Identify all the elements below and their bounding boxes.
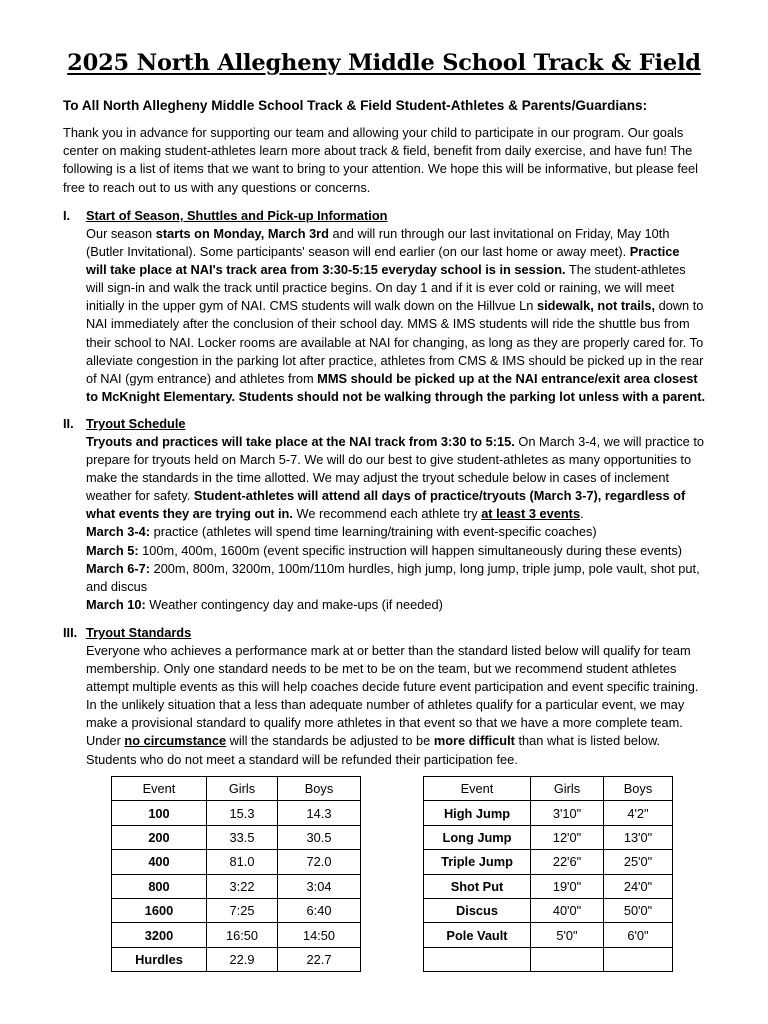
body-text: than what is listed below.: [514, 733, 661, 749]
body-text: .: [580, 506, 584, 522]
section-heading: Tryout Schedule: [86, 416, 186, 431]
standard-cell: 30.5: [278, 825, 361, 849]
standard-cell: 72.0: [278, 850, 361, 874]
section-line: [86, 678, 731, 696]
table-row: [424, 898, 673, 922]
bold-text: what events they are trying out in.: [86, 506, 293, 522]
body-text: NAI immediately after the conclusion of their school day. MMS & IMS students will ride the shuttle bus from: [86, 316, 690, 332]
event-cell: High Jump: [424, 801, 531, 825]
body-text: 100m, 400m, 1600m (event specific instruction will happen simultaneously during these events): [138, 542, 683, 558]
standards-table-running: [111, 776, 361, 972]
standard-cell: 6:40: [278, 898, 361, 922]
bold-text: at least 3 events: [481, 506, 581, 522]
standard-cell: 14.3: [278, 801, 361, 825]
bold-text: Student-athletes will attend all days of practice/tryouts (March 3-7), regardless of: [193, 488, 686, 504]
bold-text: Practice: [629, 244, 680, 260]
section-heading: Tryout Standards: [86, 625, 192, 640]
section-line: [86, 243, 731, 261]
section-numeral: II.: [63, 416, 74, 431]
bold-text: will take place at NAI's track area from 3:30-5:15 everyday school is in session.: [86, 262, 566, 278]
body-text: practice (athletes will spend time learning/training with event-specific coaches): [150, 524, 597, 540]
table-header-row: [112, 777, 361, 801]
standard-cell: 13'0": [604, 825, 673, 849]
body-text: (Butler Invitational). Some participants' season will end earlier (on our last home or away meet).: [86, 244, 630, 260]
section-body: [86, 642, 731, 769]
standard-cell: 3:04: [278, 874, 361, 898]
bold-text: March 6-7:: [86, 560, 151, 576]
body-text: 200m, 800m, 3200m, 100m/110m hurdles, high jump, long jump, triple jump, pole vault, shot put,: [150, 560, 700, 576]
body-text: We recommend each athlete try: [292, 506, 482, 522]
body-text: alleviate congestion in the parking lot after practice, athletes from CMS & IMS should be picked up in the rear: [86, 352, 704, 368]
standard-cell: 19'0": [531, 874, 604, 898]
body-text: and will run through our last invitational on Friday, May 10th: [328, 226, 670, 241]
standard-cell: 22'6": [531, 850, 604, 874]
section-line: [86, 660, 731, 678]
section-line: [86, 714, 731, 732]
intro-paragraph: [63, 124, 728, 197]
bold-text: more difficult: [433, 733, 515, 749]
table-row: [424, 850, 673, 874]
body-text: down to: [655, 298, 704, 314]
event-cell: 200: [112, 825, 207, 849]
standard-cell: 81.0: [207, 850, 278, 874]
standard-cell: 12'0": [531, 825, 604, 849]
table-row: [112, 825, 361, 849]
body-text: On March 3-4, we will practice to: [514, 434, 705, 449]
bold-text: March 10:: [86, 596, 146, 612]
body-text: Weather contingency day and make-ups (if needed): [145, 596, 443, 612]
column-header: Girls: [531, 777, 604, 801]
standard-cell: [604, 947, 673, 971]
body-text: their school to NAI. Locker rooms are available at NAI for changing, as long as they are properly cared for. To: [86, 334, 704, 350]
standard-cell: 15.3: [207, 801, 278, 825]
bold-text: MMS should be picked up at the NAI entrance/exit area closest: [317, 370, 698, 386]
section-line: [86, 596, 731, 614]
event-cell: 3200: [112, 923, 207, 947]
body-text: will the standards be adjusted to be: [226, 733, 434, 749]
greeting: To All North Allegheny Middle School Track & Field Student-Athletes & Parents/Guardians:: [63, 98, 648, 113]
body-text: Under: [86, 733, 125, 749]
standard-cell: 50'0": [604, 898, 673, 922]
bold-text: sidewalk, not trails,: [536, 298, 656, 314]
table-row: [424, 923, 673, 947]
event-cell: 800: [112, 874, 207, 898]
body-text: and discus: [86, 578, 148, 594]
section-line: [86, 696, 731, 714]
section-line: [86, 297, 731, 315]
body-text: will sign-in and walk the track until practice begins. On day 1 and if it is ever cold or raining, we will meet: [86, 280, 675, 296]
section-heading: Start of Season, Shuttles and Pick-up Information: [86, 208, 388, 223]
intro-line: center on making student-athletes learn more about track & field, benefit from daily exercise, and have fun! The: [63, 143, 693, 159]
section-line: [86, 542, 731, 560]
table-row: [112, 898, 361, 922]
table-row: [424, 874, 673, 898]
bold-text: to McKnight Elementary. Students should not be walking through the parking lot unless with a parent.: [86, 388, 706, 404]
event-cell: Discus: [424, 898, 531, 922]
standard-cell: 16:50: [207, 923, 278, 947]
body-text: In the unlikely situation that a less than adequate number of athletes qualify for a particular event, we may: [86, 697, 685, 713]
section-line: [86, 370, 731, 388]
bold-text: March 3-4:: [86, 524, 151, 540]
body-text: Our season: [86, 226, 156, 241]
standard-cell: 22.9: [207, 947, 278, 971]
section-line: [86, 505, 731, 523]
section-line: [86, 732, 731, 750]
standard-cell: 3:22: [207, 874, 278, 898]
event-cell: 400: [112, 850, 207, 874]
event-cell: 1600: [112, 898, 207, 922]
body-text: attempt multiple events as this will help coaches decide future event participation and event specific training.: [86, 679, 699, 695]
body-text: weather for safety.: [86, 488, 194, 504]
section-line: [86, 388, 731, 406]
column-header: Event: [424, 777, 531, 801]
bold-text: March 5:: [86, 542, 139, 558]
section-line: [86, 578, 731, 596]
section-line: [86, 523, 731, 541]
section-body: [86, 433, 731, 614]
section-numeral: I.: [63, 208, 71, 223]
standard-cell: 22.7: [278, 947, 361, 971]
standards-table-field: [423, 776, 673, 972]
table-row: [112, 947, 361, 971]
standard-cell: 7:25: [207, 898, 278, 922]
section-line: [86, 560, 731, 578]
page-title: 2025 North Allegheny Middle School Track & Field: [67, 50, 701, 76]
body-text: Students who do not meet a standard will be refunded their participation fee.: [86, 751, 518, 767]
section-body: [86, 225, 731, 406]
standard-cell: 3'10": [531, 801, 604, 825]
standard-cell: 6'0": [604, 923, 673, 947]
section-line: [86, 334, 731, 352]
standard-cell: 14:50: [278, 923, 361, 947]
section-line: [86, 751, 731, 769]
standard-cell: 25'0": [604, 850, 673, 874]
standard-cell: 33.5: [207, 825, 278, 849]
section-line: [86, 352, 731, 370]
section-line: [86, 487, 731, 505]
event-cell: Hurdles: [112, 947, 207, 971]
event-cell: [424, 947, 531, 971]
event-cell: Triple Jump: [424, 850, 531, 874]
section-line: [86, 261, 731, 279]
table-row: [112, 850, 361, 874]
body-text: of NAI (gym entrance) and athletes from: [86, 370, 318, 386]
table-row: [112, 801, 361, 825]
column-header: Event: [112, 777, 207, 801]
table-row: [424, 947, 673, 971]
section-line: [86, 451, 731, 469]
intro-line: free to reach out to us with any questions or concerns.: [63, 179, 371, 195]
section-line: [86, 225, 731, 243]
event-cell: Pole Vault: [424, 923, 531, 947]
bold-text: Tryouts and practices will take place at the NAI track from 3:30 to 5:15.: [86, 434, 515, 449]
body-text: The student-athletes: [565, 262, 686, 278]
body-text: initially in the upper gym of NAI. CMS students will walk down on the Hillvue Ln: [86, 298, 537, 314]
bold-text: no circumstance: [124, 733, 227, 749]
table-header-row: [424, 777, 673, 801]
section-line: [86, 642, 731, 660]
standard-cell: 24'0": [604, 874, 673, 898]
section-line: [86, 469, 731, 487]
standard-cell: 4'2": [604, 801, 673, 825]
standard-cell: 5'0": [531, 923, 604, 947]
section-numeral: III.: [63, 625, 78, 640]
event-cell: Shot Put: [424, 874, 531, 898]
body-text: prepare for tryouts held on March 5-7. We will do our best to give student-athletes as many opportunities to: [86, 452, 692, 468]
body-text: make the standards in the time allotted. We may adjust the tryout schedule below in cases of inclement: [86, 470, 670, 486]
standard-cell: 40'0": [531, 898, 604, 922]
intro-line: Thank you in advance for supporting our team and allowing your child to participate in our program. Our goals: [63, 125, 684, 140]
intro-line: following is a list of items that we want to bring to your attention. We hope this will be informative, but please feel: [63, 161, 698, 177]
table-row: [112, 923, 361, 947]
column-header: Boys: [278, 777, 361, 801]
body-text: membership. Only one standard needs to be met to be on the team, but we recommend student athletes: [86, 661, 677, 677]
column-header: Girls: [207, 777, 278, 801]
column-header: Boys: [604, 777, 673, 801]
section-line: [86, 279, 731, 297]
standard-cell: [531, 947, 604, 971]
table-row: [424, 801, 673, 825]
event-cell: 100: [112, 801, 207, 825]
section-line: [86, 433, 731, 451]
table-row: [424, 825, 673, 849]
body-text: Everyone who achieves a performance mark at or better than the standard listed below will qualify for team: [86, 643, 691, 658]
event-cell: Long Jump: [424, 825, 531, 849]
bold-text: starts on Monday, March 3rd: [155, 226, 329, 241]
table-row: [112, 874, 361, 898]
body-text: make a provisional standard to qualify more athletes in that event so that we have a more complete team.: [86, 715, 683, 731]
section-line: [86, 315, 731, 333]
